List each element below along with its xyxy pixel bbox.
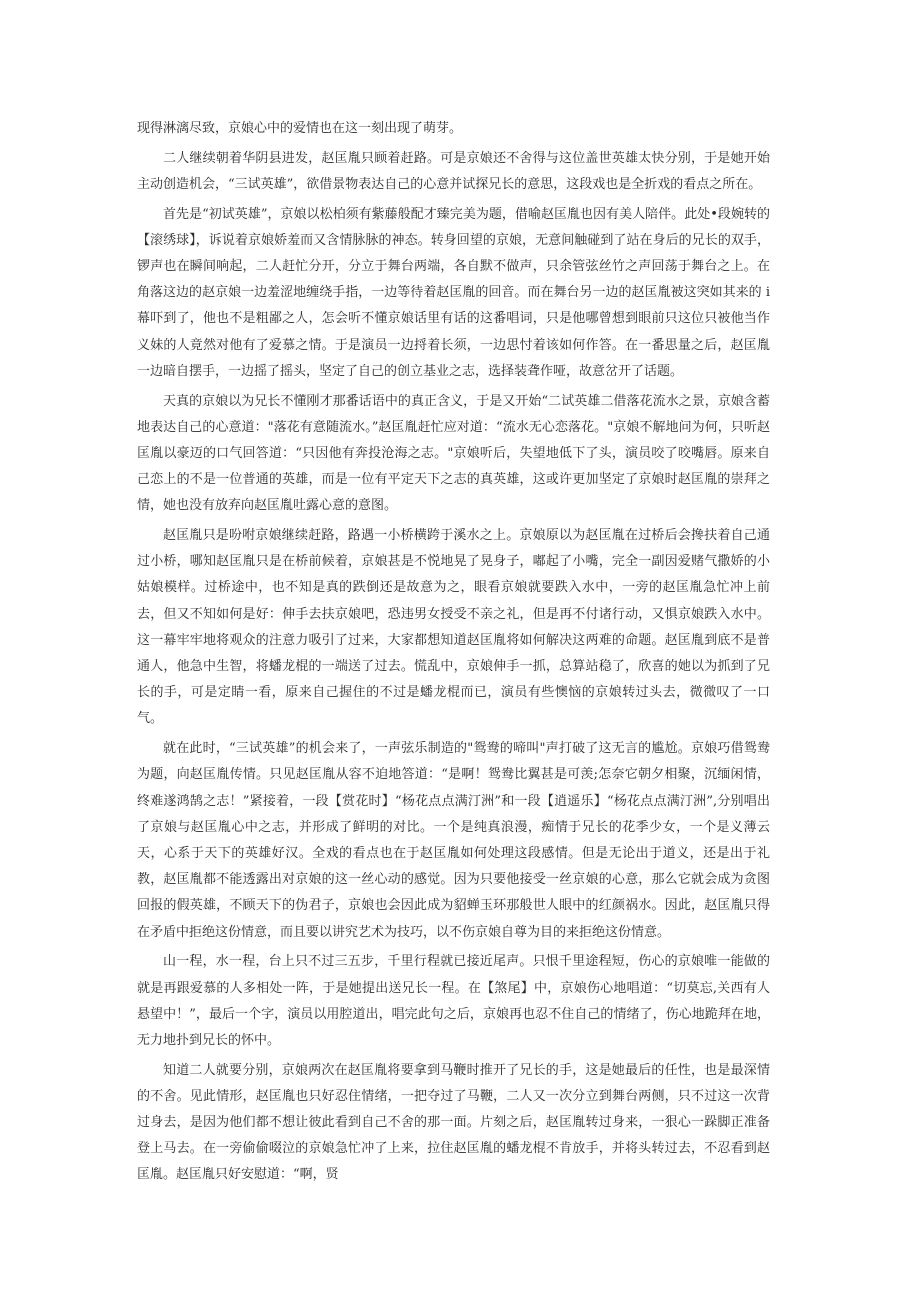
paragraph-5: 赵匡胤只是吩咐京娘继续赶路，路遇一小桥横跨于溪水之上。京娘原以为赵匡胤在过桥后会搀扶着自己通过小桥，哪知赵匡胤只是在桥前候着，京娘甚是不悦地晃了晃身子，嘟起了小嘴，完全一副因爱赌气撒娇的小姑娘模样。过桥途中，也不知是真的跌倒还是故意为之，眼看京娘就要跌入水中，一旁的赵匡胤急忙冲上前去，但又不知如何是好：伸手去扶京娘吧，恐违男女授受不亲之礼，但是再不付诸行动，又惧京娘跌入水中。这一幕牢牢地将观众的注意力吸引了过来，大家都想知道赵匡胤将如何解决这两难的命题。赵匡胤到底不是普通人，他急中生智，将蟠龙棍的一端送了过去。慌乱中，京娘伸手一抓，总算站稳了，欣喜的她以为抓到了兄长的手，可是定睛一看，原来自己握住的不过是蟠龙棍而已，演员有些懊恼的京娘转过头去，微微叹了一口气。 xyxy=(137,528,770,727)
paragraph-7: 山一程，水一程，台上只不过三五步，千里行程就已接近尾声。只恨千里途程短，伤心的京娘唯一能做的就是再跟爱慕的人多相处一阵，于是她提出送兄长一程。在【煞尾】中，京娘伤心地唱道：“切莫忘,关西有人悬望中！”，最后一个字，演员以用腔道出，唱完此句之后，京娘再也忍不住自己的情绪了，伤心地跪拜在地，无力地扑到兄长的怀中。 xyxy=(137,954,770,1048)
paragraph-1: 现得淋漓尽致，京娘心中的爱情也在这一刻出现了萌芽。 xyxy=(137,121,463,136)
paragraph-6: 就在此时，“三试英雄”的机会来了，一声弦乐制造的"鸳鸯的啼叫"声打破了这无言的尴尬。京娘巧借鸳鸯为题，向赵匡胤传情。只见赵匡胤从容不迫地答道：“是啊！鸳鸯比翼甚是可羡;怎奈它朝夕相聚，沉缅闲情，终难遂鸿鹄之志！”紧接着，一段【赏花时】“杨花点点满汀洲”和一段【逍遥乐】“杨花点点满汀洲”,分别唱出了京娘与赵匡胤心中之志，并形成了鲜明的对比。一个是纯真浪漫，痴情于兄长的花季少女，一个是义薄云天，心系于天下的英雄好汉。全戏的看点也在于赵匡胤如何处理这段感情。但是无论出于道义，还是出于礼教，赵匡胤都不能透露出对京娘的这一丝心动的感觉。因为只要他接受一丝京娘的心意，那么它就会成为贪图回报的假英雄，不顾天下的伪君子，京娘也会因此成为貂蝉玉环那般世人眼中的红颜祸水。因此，赵匡胤只得在矛盾中拒绝这份情意，而且要以讲究艺术为技巧，以不伤京娘自尊为目的来拒绝这份情意。 xyxy=(137,741,770,940)
paragraph-2: 二人继续朝着华阴县进发，赵匡胤只顾着赶路。可是京娘还不舍得与这位盖世英雄太快分别，于是她开始主动创造机会，“三试英雄”，欲借景物表达自己的心意并试探兄长的意思，这段戏也是全折戏的看点之所在。 xyxy=(137,150,770,192)
paragraph-3: 首先是“初试英雄”，京娘以松柏须有紫藤般配才臻完美为题，借喻赵匡胤也因有美人陪伴。此处•段婉转的【滚绣球】，诉说着京娘娇羞而又含情脉脉的神态。转身回望的京娘，无意间触碰到了站在身后的兄长的双手，锣声也在瞬间响起，二人赶忙分开，分立于舞台两端，各自默不做声，只余管弦丝竹之声回荡于舞台之上。在角落这边的赵京娘一边羞涩地缠绕手指，一边等待着赵匡胤的回音。而在舞台另一边的赵匡胤被这突如其来的 i 幕吓到了，他也不是粗鄙之人，怎会听不懂京娘话里有话的这番唱词，只是他哪曾想到眼前只这位只被他当作义妹的人竟然对他有了爱慕之情。于是演员一边捋着长须，一边思忖着该如何作答。在一番思量之后，赵匡胤一边暗自摆手，一边摇了摇头，坚定了自己的创立基业之志，选择装聋作哑，故意岔开了话题。 xyxy=(137,206,770,379)
paragraph-4: 天真的京娘以为兄长不懂刚才那番话语中的真正含义，于是又开始“二试英雄二借落花流水之景，京娘含蓄地表达自己的心意道："落花有意随流水。”赵匡胤赶忙应对道：“流水无心恋落花。"京娘不解地问为何，只听赵匡胤以豪迈的口气回答道：“只因他有奔投沧海之志。"京娘听后，失望地低下了头，演员咬了咬嘴唇。原来自己恋上的不是一位普通的英雄，而是一位有平定天下之志的真英雄，这或许更加坚定了京娘时赵匡胤的崇拜之情，她也没有放弃向赵匡胤吐露心意的意图。 xyxy=(137,393,770,514)
paragraph-8: 知道二人就要分别，京娘两次在赵匡胤将要拿到马鞭时推开了兄长的手，这是她最后的任性，也是最深情的不舍。见此情形，赵匡胤也只好忍住情绪，一把夺过了马鞭，二人又一次分立到舞台两侧，只不过这一次背过身去，是因为他们都不想让彼此看到自己不舍的那一面。片刻之后，赵匡胤转过身来，一狠心一跺脚正准备登上马去。在一旁偷偷啜泣的京娘急忙冲了上来，拉住赵匡胤的蟠龙棍不肯放手，并将头转过去，不忍看到赵匡胤。赵匡胤只好安慰道：“啊，贤 xyxy=(137,1062,770,1183)
